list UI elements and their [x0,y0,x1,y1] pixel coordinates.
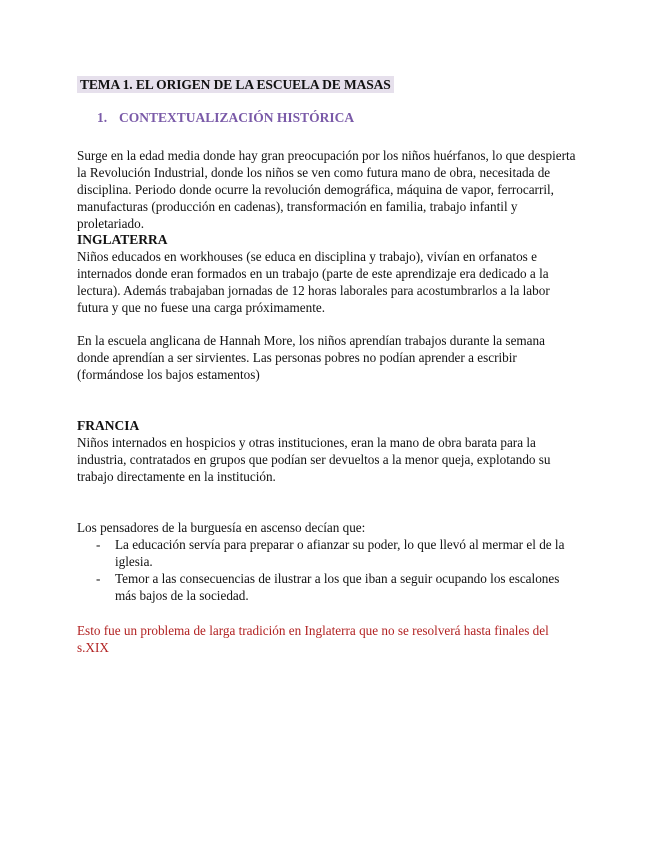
section-number: 1. [97,110,108,125]
intro-paragraph-block [77,147,577,232]
thinkers-list [77,536,577,604]
thinkers-section [77,519,577,604]
france-paragraph: Niños internados en hospicios y otras instituciones, eran la mano de obra barata para la industria, contratados en grupos que podían ser devueltos a la menor queja, explotando su trabajo directamente en la institución. [77,435,551,484]
england-paragraph-1: Niños educados en workhouses (se educa en disciplina y trabajo), vivían en orfanatos e internados donde eran formados en un trabajo (parte de este aprendizaje era dedicado a la lectura). Además trabajaban jornadas de 12 horas laborales para acostumbrarlos a la labor futura y que no fuese una carga próximamente. [77,249,550,315]
thinkers-intro: Los pensadores de la burguesía en ascenso decían que: [77,520,366,535]
document-title: TEMA 1. EL ORIGEN DE LA ESCUELA DE MASAS [77,76,394,93]
list-item [77,536,577,570]
france-heading: FRANCIA [77,418,140,433]
bullet-dash: - [96,537,101,552]
list-item-text: La educación servía para preparar o afianzar su poder, lo que llevó al mermar el de la iglesia. [115,537,565,569]
section-heading-text: CONTEXTUALIZACIÓN HISTÓRICA [119,110,355,125]
england-section [77,231,577,316]
section-heading [97,109,354,126]
england-heading: INGLATERRA [77,232,168,247]
closing-note-block [77,622,577,656]
closing-note: Esto fue un problema de larga tradición en Inglaterra que no se resolverá hasta finales del s.XIX [77,623,549,655]
intro-paragraph: Surge en la edad media donde hay gran preocupación por los niños huérfanos, lo que despierta la Revolución Industrial, donde los niños se ven como futura mano de obra, necesitada de disciplina. Periodo donde ocurre la revolución demográfica, máquina de vapor, ferrocarril, manufacturas (producción en cadenas), transformación en familia, trabajo infantil y proletariado. [77,148,576,231]
bullet-dash: - [96,571,101,586]
england-section-continued [77,332,577,383]
france-section [77,417,577,485]
list-item-text: Temor a las consecuencias de ilustrar a los que iban a seguir ocupando los escalones más bajos de la sociedad. [115,571,560,603]
england-paragraph-2: En la escuela anglicana de Hannah More, los niños aprendían trabajos durante la semana donde aprendían a ser sirvientes. Las personas pobres no podían aprender a escribir (formándose los bajos estamentos) [77,333,545,382]
list-item [77,570,577,604]
